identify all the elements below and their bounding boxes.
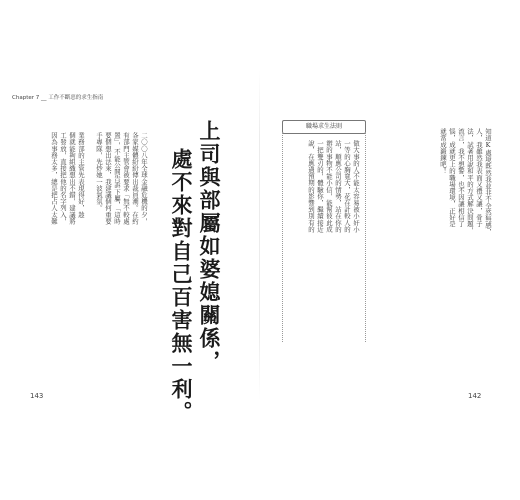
body-column: 惱，成就更上的職場環境，正好是 xyxy=(448,128,456,227)
body-column: 業務部的主管先表現得好，趁 xyxy=(77,132,85,218)
body-column: 各家媒體紛紛傳出裁員潮。在約 xyxy=(131,132,139,225)
body-column: 要個想出法來，我建議個何重要 xyxy=(104,132,112,225)
gutter-shadow xyxy=(259,70,260,400)
body-column: 個就能夠組織想出不錯，建議將 xyxy=(68,132,76,225)
body-column: 工發放，直接把他的名字列入， xyxy=(59,132,67,225)
body-column: 置」，不能公開告訴下屬，「這時 xyxy=(113,132,121,225)
body-column: 因為事務太多，總是把占人太難 xyxy=(50,132,58,225)
chapter-header: Chapter 7 __ 工作不斷惡的求生指南 xyxy=(12,95,104,101)
callout-title: 職場求生法則 xyxy=(282,120,366,134)
body-column: 知道K處境既然我並非不全然無感， xyxy=(484,128,492,236)
callout-column: 站，順應公司的情勢，站在你的 xyxy=(334,140,342,233)
body-column: 流言，我不想警，也不因讓相信了 xyxy=(457,128,465,227)
body-column: 有部門主管會被要求「無不較處 xyxy=(122,132,130,225)
callout-column: 一把雙刃的，體驗你，繼續接近 xyxy=(316,140,324,233)
body-column: 二〇〇八年全球金融危機的夕， xyxy=(140,132,148,225)
quote-line-2: 處不來對自己百害無一利。 xyxy=(169,148,194,424)
quote-line-1: 上司與部屬如婆媳關係， xyxy=(197,120,222,373)
page-number-left: 143 xyxy=(30,392,44,400)
callout-column: 做大事的人不能太容易被小奸小 xyxy=(352,140,360,233)
body-column: 就當成鍛鍊吧！ xyxy=(439,128,447,175)
body-column: 法，試著用說和平的方式解決問題， xyxy=(466,128,474,234)
callout-column: 說，在應過預期的影響到別有的 xyxy=(307,140,315,233)
callout-column: 一等的心胸寬大，花在計較人的 xyxy=(343,140,351,233)
callout-column: 辦的事物不能小信，能幫彼此成 xyxy=(325,140,333,233)
page-number-right: 142 xyxy=(468,392,482,400)
body-column: 人，我雖然我表面又禮又讓，骨子 xyxy=(475,128,483,227)
body-column: 手專隊，先炒她一波氣氛。 xyxy=(95,132,103,212)
